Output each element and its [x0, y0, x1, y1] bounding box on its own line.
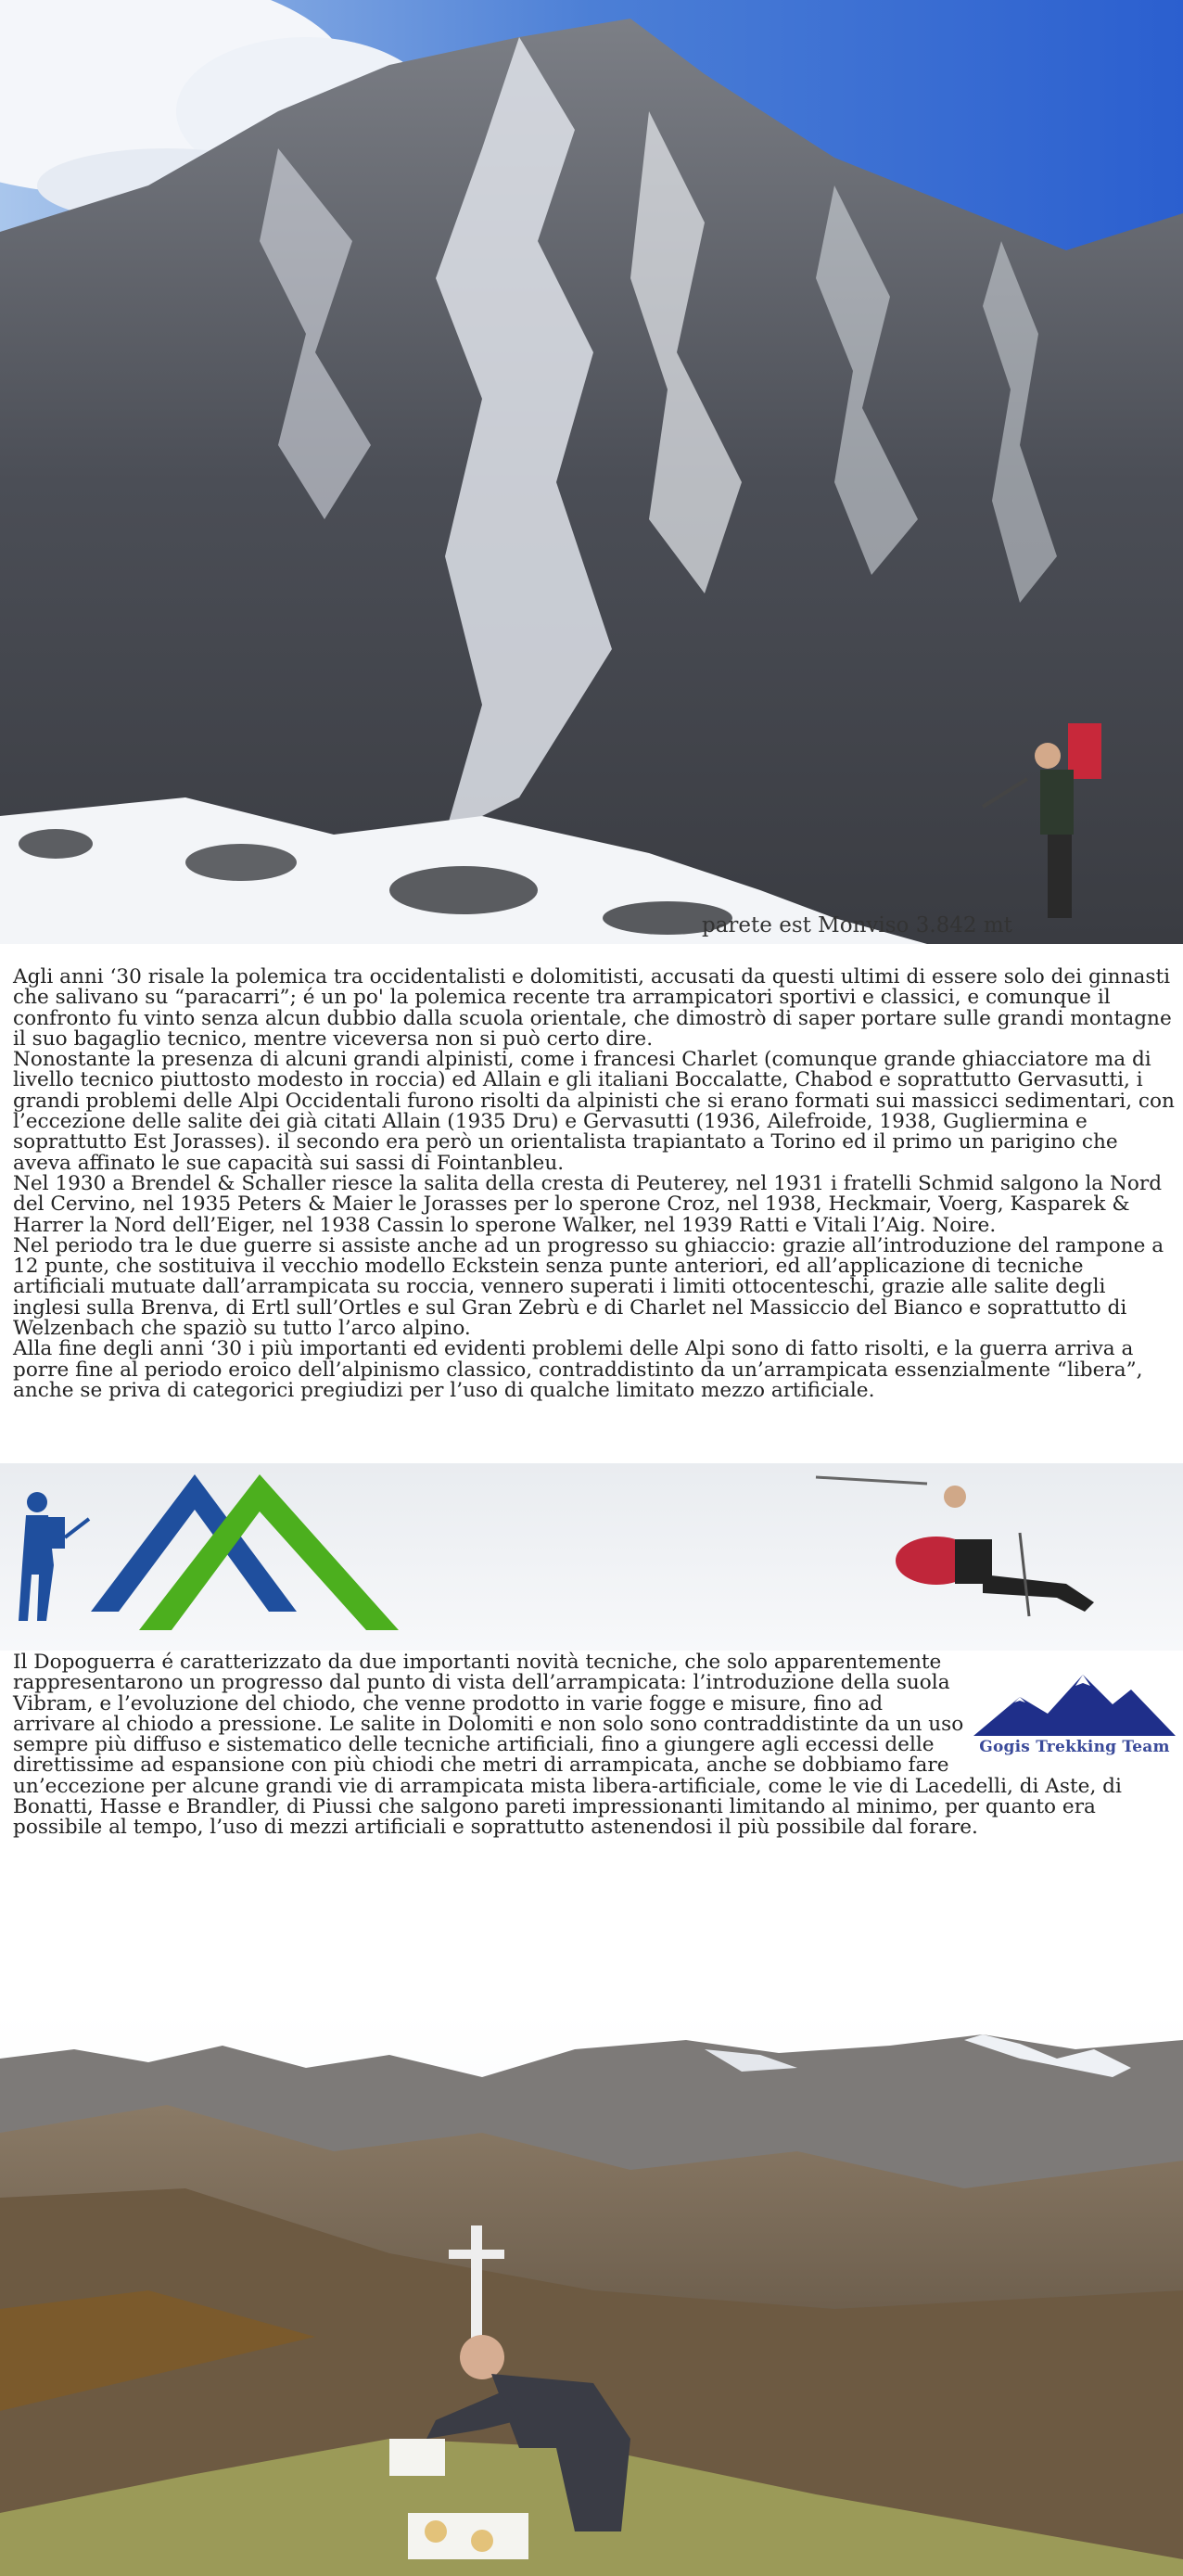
paragraph-end-of-30s: Alla fine degli anni ‘30 i più importanti ed evidenti problemi delle Alpi sono di fatto risolti, e la guerra arriva a porre fine al periodo eroico dell’alpinismo classico, contraddistinto da un’arrampicata essenzialmente “libera”, anche se priva di categorici pregiudizi per l’uso di qualche limitato mezzo artificiale.	[13, 1337, 1143, 1402]
logo-text: Gogis Trekking Team	[979, 1738, 1170, 1756]
gogis-logo	[973, 1667, 1176, 1760]
hiker-icon	[27, 1492, 47, 1512]
paragraph-western-alps: Nonostante la presenza di alcuni grandi alpinisti, come i francesi Charlet (comunque grande ghiacciatore ma di livello tecnico piuttosto modesto in roccia) ed Allain e gli italiani Boccalatte, Chabod e soprattutto Gervasutti, i grandi problemi delle Alpi Occidentali furono risolti da alpinisti che si erano formati sui massicci sedimentari, con l’eccezione delle salite dei già citati Allain (1935 Dru) e Gervasutti (1936, Ailefroide, 1938, Gugliermina e soprattutto Est Jorasses). il secondo era però un orientalista trapiantato a Torino ed il primo un parigino che aveva affinato le sue capacità sui sassi di Fointanbleu.	[13, 1048, 1175, 1175]
intro-text-block	[13, 967, 1177, 1401]
monviso-illustration	[0, 0, 1183, 944]
paragraph-1930s-ascents: Nel 1930 a Brendel & Schaller riesce la salita della cresta di Peuterey, nel 1931 i fratelli Schmid salgono la Nord del Cervino, nel 1935 Peters & Maier le Jorasses per lo sperone Croz, nel 1938, Heckmair, Voerg, Kasparek & Harrer la Nord dell’Eiger, nel 1938 Cassin lo sperone Walker, nel 1939 Ratti e Vitali l’Aig. Noire.	[13, 1171, 1163, 1237]
banner-illustration	[0, 1463, 1183, 1651]
photo-caption: parete est Monviso 3.842 mt	[702, 913, 1012, 937]
paragraph-postwar: Il Dopoguerra é caratterizzato da due importanti novità tecniche, che solo apparentemente rappresentarono un progresso dal punto di vista dell’arrampicata: l’introduzione della suola Vibram, e l’evoluzione del chiodo, che venne prodotto in varie fogge e misure, fino ad arrivare al chiodo a pressione. Le salite in Dolomiti e non solo sono contraddistinte da un uso sempre più diffuso e sistematico delle tecniche artificiali, fino a giungere agli eccessi delle direttissime ad espansione con più chiodi che metri di arrampicata, anche se dobbiamo fare un’eccezione per alcune grandi vie di arrampicata mista libera-artificiale, come le vie di Lacedelli, di Aste, di Bonatti, Hasse e Brandler, di Piussi che salgono pareti impressionanti limitando al minimo, per quanto era possibile al tempo, l’uso di mezzi artificiali e soprattutto astenendosi il più possibile dal forare.	[13, 1651, 1122, 1840]
logo-mountains-icon	[973, 1667, 1176, 1738]
paragraph-western-eastern-debate: Agli anni ‘30 risale la polemica tra occidentalisti e dolomitisti, accusati da questi ultimi di essere solo dei ginnasti che salivano su “paracarri”; é un po' la polemica recente tra arrampicatori sportivi e classici, e comunque il confronto fu vinto senza alcun dubbio dalla scuola orientale, che dimostrò di saper portare sulle grandi montagne il suo bagaglio tecnico, mentre viceversa non si può certo dire.	[13, 965, 1172, 1051]
snow-banner-image	[0, 1463, 1183, 1651]
summit-cross	[471, 2225, 482, 2346]
paragraph-ice-progress: Nel periodo tra le due guerre si assiste anche ad un progresso su ghiaccio: grazie all’introduzione del rampone a 12 punte, che sostituiva il vecchio modello Eckstein senza punte anteriori, ed all’applicazione di tecniche artificiali mutuate dall’arrampicata su roccia, vennero superati i limiti ottocenteschi, grazie alle salite degli inglesi sulla Brenva, di Ertl sull’Ortles e sul Gran Zebrù e di Charlet nel Massiccio del Bianco e soprattutto di Welzenbach che spaziò su tutto l’arco alpino.	[13, 1233, 1164, 1341]
photo-summit-cross	[0, 2012, 1183, 2576]
summit-illustration	[0, 2012, 1183, 2576]
photo-monviso-east-face	[0, 0, 1183, 944]
